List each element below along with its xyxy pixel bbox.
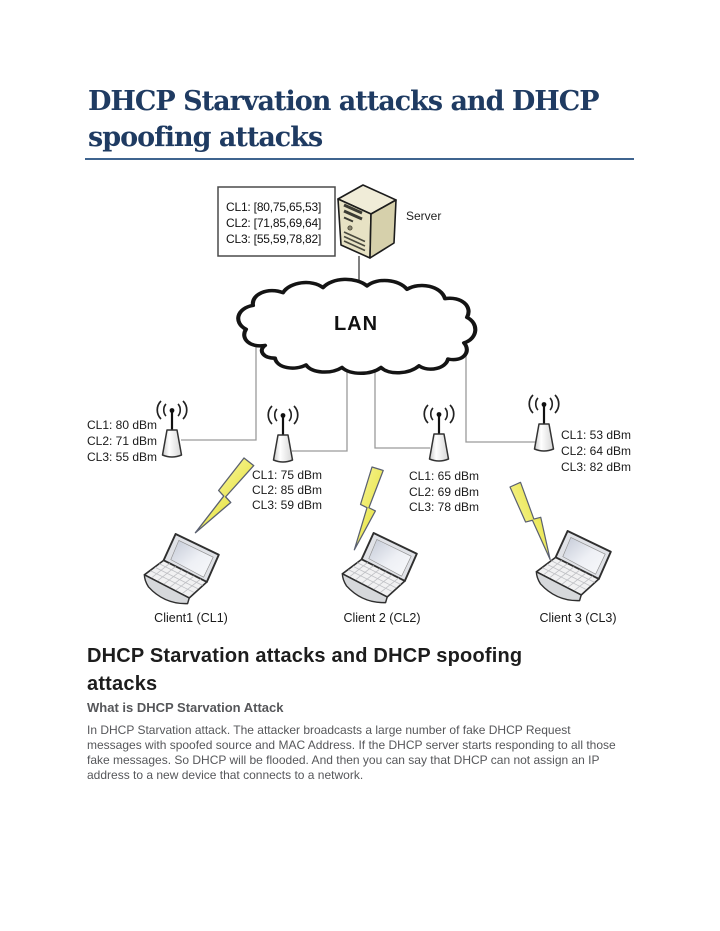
lightning-bolt-icon — [195, 452, 255, 543]
section-heading-line2: attacks — [87, 673, 158, 695]
ap2-readings — [252, 468, 322, 512]
ap1-readings — [87, 418, 157, 464]
client3-label: Client 3 (CL3) — [539, 611, 617, 625]
body-paragraph-line4: address to a new device that connects to a network. — [87, 768, 364, 782]
client2-label: Client 2 (CL2) — [343, 611, 421, 625]
laptop-icon — [536, 531, 610, 601]
ap2-line2: CL2: 85 dBm — [252, 483, 323, 497]
antenna-icon — [268, 406, 298, 462]
ap4-line3: CL3: 82 dBm — [561, 460, 632, 474]
link-ap4-lan — [466, 328, 535, 442]
antenna-icon — [157, 401, 187, 457]
ap4-line2: CL2: 64 dBm — [561, 444, 632, 458]
body-paragraph-line1: In DHCP Starvation attack. The attacker broadcasts a large number of fake DHCP Request — [87, 723, 571, 737]
page-title-line2: spoofing attacks — [88, 122, 323, 153]
body-paragraph — [87, 723, 616, 783]
section-heading-line1: DHCP Starvation attacks and DHCP spoofing — [87, 645, 523, 667]
ap3-readings — [409, 469, 479, 514]
client1-label: Client1 (CL1) — [154, 611, 228, 625]
antenna-icon — [424, 405, 454, 461]
body-paragraph-line2: messages with spoofed source and MAC Address. If the DHCP server starts responding to all those — [87, 738, 616, 752]
ap1-line2: CL2: 71 dBm — [87, 434, 158, 448]
body-paragraph-line3: fake messages. So DHCP will be flooded. And then you can say that DHCP can not assign an IP — [87, 753, 600, 767]
section-heading — [87, 642, 667, 698]
server-label: Server — [406, 209, 442, 223]
ap3-line3: CL3: 78 dBm — [409, 500, 480, 514]
server-readings-box — [218, 187, 335, 256]
ap4-readings — [561, 428, 631, 474]
ap2-line1: CL1: 75 dBm — [252, 468, 323, 482]
page-title-line1: DHCP Starvation attacks and DHCP — [88, 86, 599, 117]
laptop-icon — [144, 534, 218, 604]
ap1-line1: CL1: 80 dBm — [87, 418, 158, 432]
server-icon — [338, 185, 396, 258]
server-reading-cl2: CL2: [71,85,69,64] — [226, 216, 322, 230]
ap2-line3: CL3: 59 dBm — [252, 498, 323, 512]
ap1-line3: CL3: 55 dBm — [87, 450, 158, 464]
link-ap1-lan — [181, 342, 256, 440]
ap4-line1: CL1: 53 dBm — [561, 428, 632, 442]
ap3-line1: CL1: 65 dBm — [409, 469, 480, 483]
ap3-line2: CL2: 69 dBm — [409, 485, 480, 499]
section-subheading: What is DHCP Starvation Attack — [87, 700, 284, 715]
lightning-bolt-icon — [500, 480, 569, 559]
server-reading-cl1: CL1: [80,75,65,53] — [226, 200, 322, 214]
laptop-icon — [342, 533, 416, 603]
lan-label: LAN — [333, 313, 379, 335]
server-reading-cl3: CL3: [55,59,78,82] — [226, 232, 322, 246]
